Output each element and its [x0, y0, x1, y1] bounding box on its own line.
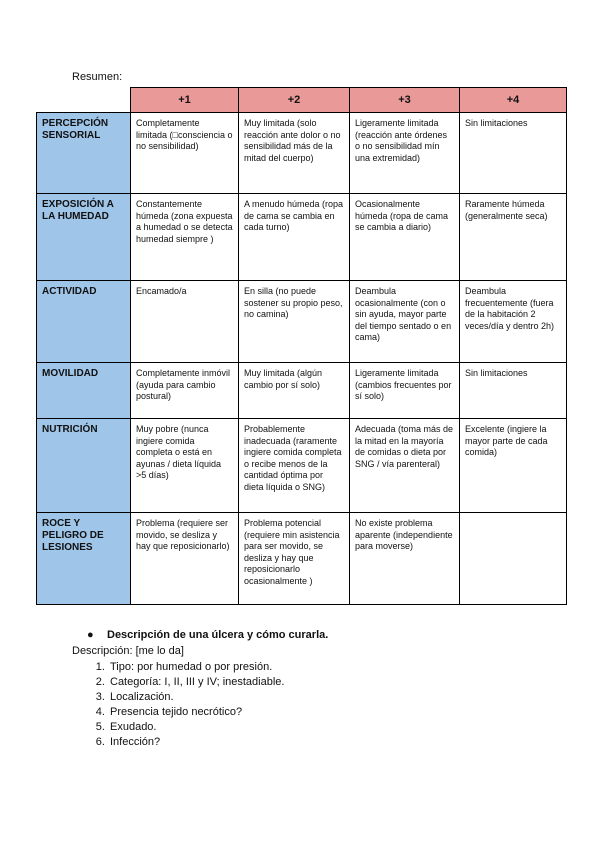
- header-score-4: +4: [460, 88, 567, 113]
- list-item: 1. Tipo: por humedad o por presión.: [108, 660, 284, 675]
- table-cell: En silla (no puede sostener su propio peso, no camina): [239, 281, 350, 363]
- table-cell: Completamente limitada (□consciencia o no sensibilidad): [131, 113, 239, 194]
- description-list: [71, 660, 284, 750]
- table-cell: Encamado/a: [131, 281, 239, 363]
- table-row: [37, 419, 567, 513]
- header-row: [37, 88, 567, 113]
- description-label: Descripción: [me lo da]: [72, 645, 184, 657]
- table-row: [37, 281, 567, 363]
- table-cell: Muy limitada (algún cambio por sí solo): [239, 363, 350, 419]
- header-score-2: +2: [239, 88, 350, 113]
- table-cell: Deambula frecuentemente (fuera de la habitación 2 veces/día y dentro 2h): [460, 281, 567, 363]
- table-cell: Deambula ocasionalmente (con o sin ayuda, mayor parte del tiempo sentado o en cama): [350, 281, 460, 363]
- row-category: PERCEPCIÓN SENSORIAL: [37, 113, 131, 194]
- table-cell: Muy pobre (nunca ingiere comida completa o está en ayunas / dieta líquida >5 días): [131, 419, 239, 513]
- list-item: 6. Infección?: [108, 735, 284, 750]
- table-cell: Sin limitaciones: [460, 113, 567, 194]
- table-cell: Adecuada (toma más de la mitad en la mayoría de comidas o dieta por SNG / vía parenteral): [350, 419, 460, 513]
- table-cell: Completamente inmóvil (ayuda para cambio postural): [131, 363, 239, 419]
- table-row: [37, 363, 567, 419]
- table-cell: Probablemente inadecuada (raramente ingiere comida completa o recibe menos de la cantidad óptima por dieta líquida o SNG): [239, 419, 350, 513]
- table-cell: Ligeramente limitada (cambios frecuentes por sí solo): [350, 363, 460, 419]
- header-score-3: +3: [350, 88, 460, 113]
- row-category: ROCE Y PELIGRO DE LESIONES: [37, 513, 131, 605]
- table-cell: Muy limitada (solo reacción ante dolor o no sensibilidad más de la mitad del cuerpo): [239, 113, 350, 194]
- bullet-heading-text: Descripción de una úlcera y cómo curarla.: [107, 629, 329, 641]
- row-category: ACTIVIDAD: [37, 281, 131, 363]
- table-cell: Raramente húmeda (generalmente seca): [460, 194, 567, 281]
- table-cell: Constantemente húmeda (zona expuesta a humedad o se detecta humedad siempre ): [131, 194, 239, 281]
- table-row: [37, 113, 567, 194]
- braden-table: [36, 87, 567, 605]
- table-row: [37, 194, 567, 281]
- list-item: 2. Categoría: I, II, III y IV; inestadiable.: [108, 675, 284, 690]
- table-cell: Sin limitaciones: [460, 363, 567, 419]
- table-cell: No existe problema aparente (independiente para moverse): [350, 513, 460, 605]
- table-cell: Ocasionalmente húmeda (ropa de cama se cambia a diario): [350, 194, 460, 281]
- table-cell: [460, 513, 567, 605]
- bullet-dot-icon: ●: [87, 629, 94, 641]
- table-cell: Problema potencial (requiere min asistencia para ser movido, se desliza y hay que reposicionarlo ocasionalmente ): [239, 513, 350, 605]
- list-item: 4. Presencia tejido necrótico?: [108, 705, 284, 720]
- table-cell: Problema (requiere ser movido, se desliza y hay que reposicionarlo): [131, 513, 239, 605]
- row-category: MOVILIDAD: [37, 363, 131, 419]
- row-category: NUTRICIÓN: [37, 419, 131, 513]
- list-item: 3. Localización.: [108, 690, 284, 705]
- table-cell: Excelente (ingiere la mayor parte de cada comida): [460, 419, 567, 513]
- summary-label: Resumen:: [72, 71, 123, 83]
- bullet-heading: [87, 629, 328, 641]
- table-row: [37, 513, 567, 605]
- row-category: EXPOSICIÓN A LA HUMEDAD: [37, 194, 131, 281]
- table-cell: Ligeramente limitada (reacción ante órdenes o no sensibilidad mín una extremidad): [350, 113, 460, 194]
- list-item: 5. Exudado.: [108, 720, 284, 735]
- header-blank: [37, 88, 131, 113]
- header-score-1: +1: [131, 88, 239, 113]
- table-cell: A menudo húmeda (ropa de cama se cambia en cada turno): [239, 194, 350, 281]
